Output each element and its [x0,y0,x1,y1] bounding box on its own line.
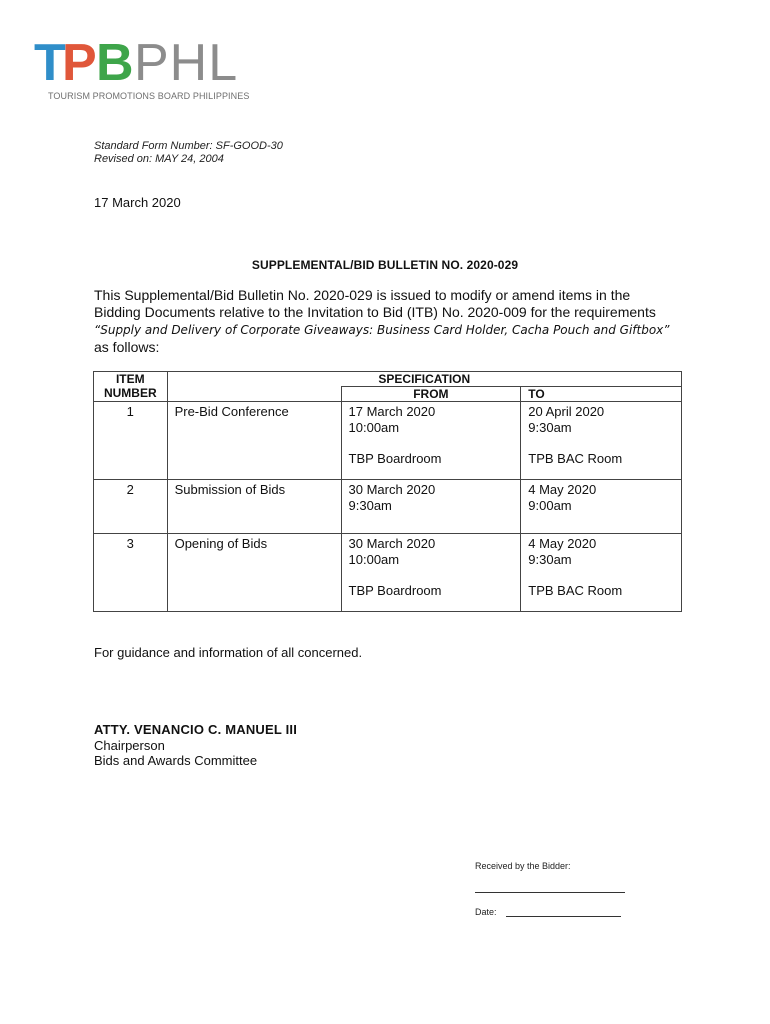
item-header-line2: NUMBER [103,386,157,400]
signature-line [475,892,625,893]
row-from [341,402,521,480]
received-by-label: Received by the Bidder: [475,861,571,871]
to-date: 20 April 2020 [528,404,605,419]
table-row [94,480,682,534]
receipt-date-label: Date: [475,907,497,917]
item-number-header [94,372,168,402]
row-number: 1 [94,402,168,480]
form-meta [94,140,283,166]
from-header: FROM [341,387,521,402]
from-date: 30 March 2020 [348,536,436,551]
tpb-logo [34,36,284,116]
form-revised: Revised on: MAY 24, 2004 [94,153,224,165]
to-venue: TPB BAC Room [528,451,623,466]
guidance-text: For guidance and information of all concerned. [94,645,363,660]
row-to [521,402,682,480]
logo-letter-t: T [34,34,60,92]
item-header-line1: ITEM [115,372,145,386]
signatory-title: Chairperson [94,738,165,753]
form-number: Standard Form Number: SF-GOOD-30 [94,140,283,152]
row-label: Pre-Bid Conference [167,402,341,480]
logo-subtitle: TOURISM PROMOTIONS BOARD PHILIPPINES [48,91,250,101]
to-time: 9:00am [528,498,572,513]
label-subheader [167,387,341,402]
row-label: Submission of Bids [167,480,341,534]
intro-quote: “Supply and Delivery of Corporate Giveaways: Business Card Holder, Cacha Pouch and Giftbox” [94,323,670,337]
to-time: 9:30am [528,552,572,567]
logo-letter-p: P [62,34,91,92]
signatory-block [94,738,257,768]
row-label: Opening of Bids [167,534,341,612]
to-header: TO [521,387,682,402]
document-date: 17 March 2020 [94,195,181,210]
table-row [94,534,682,612]
row-number: 2 [94,480,168,534]
from-date: 30 March 2020 [348,482,436,497]
from-time: 10:00am [348,552,400,567]
row-to [521,534,682,612]
from-time: 10:00am [348,420,400,435]
intro-tail: as follows: [94,339,160,355]
from-venue: TBP Boardroom [348,451,442,466]
row-number: 3 [94,534,168,612]
signatory-name: ATTY. VENANCIO C. MANUEL III [94,722,298,737]
table-header-row [94,372,682,387]
logo-phl: PHL [134,34,239,92]
to-time: 9:30am [528,420,572,435]
logo-letter-b: B [96,34,128,92]
receipt-date-line [506,916,621,917]
row-from [341,480,521,534]
row-from [341,534,521,612]
to-date: 4 May 2020 [528,536,597,551]
from-venue: TBP Boardroom [348,583,442,598]
to-date: 4 May 2020 [528,482,597,497]
from-date: 17 March 2020 [348,404,436,419]
intro-paragraph [94,287,674,356]
row-to [521,480,682,534]
specification-table [93,371,682,612]
signatory-committee: Bids and Awards Committee [94,753,258,768]
table-row [94,402,682,480]
from-time: 9:30am [348,498,392,513]
to-venue: TPB BAC Room [528,583,623,598]
table-subheader-row [94,387,682,402]
bulletin-title: SUPPLEMENTAL/BID BULLETIN NO. 2020-029 [251,258,519,272]
specification-header: SPECIFICATION [167,372,681,387]
intro-text: This Supplemental/Bid Bulletin No. 2020-029 is issued to modify or amend items in the Bidding Documents relative to the Invitation to Bid (ITB) No. 2020-009 for the requirements [94,287,656,320]
